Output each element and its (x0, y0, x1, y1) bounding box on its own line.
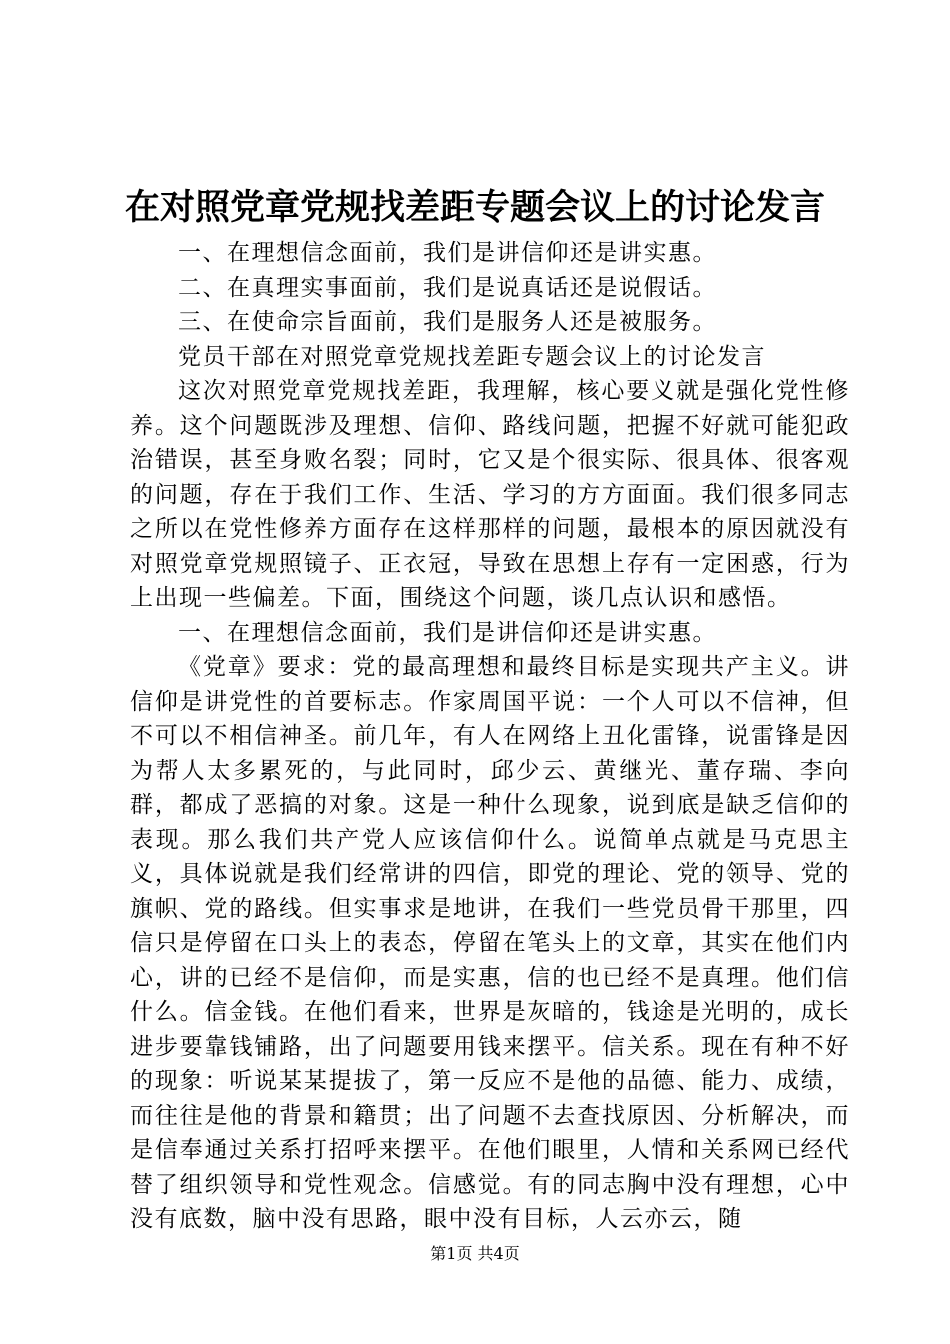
page-footer: 第1页 共4页 (430, 1244, 520, 1263)
paragraph: 党员干部在对照党章党规找差距专题会议上的讨论发言 (178, 343, 766, 370)
document-title: 在对照党章党规找差距专题会议上的讨论发言 (124, 187, 825, 228)
paragraph: 一、在理想信念面前，我们是讲信仰还是讲实惠。 (178, 619, 717, 646)
paragraph: 二、在真理实事面前，我们是说真话还是说假话。 (178, 274, 717, 301)
document-body (130, 236, 850, 1237)
paragraph: 三、在使命宗旨面前，我们是服务人还是被服务。 (178, 309, 717, 335)
paragraph: 《党章》要求：党的最高理想和最终目标是实现共产主义。讲信仰是讲党性的首要标志。作家周国平说：一个人可以不信神，但不可以不相信神圣。前几年，有人在网络上丑化雷锋，说雷锋是因为帮人太多累死的，与此同时，邱少云、黄继光、董存瑞、李向群，都成了恶搞的对象。这是一种什么现象，说到底是缺乏信仰的表现。那么我们共产党人应该信仰什么。说简单点就是马克思主义，具体说就是我们经常讲的四信，即党的理论、党的领导、党的旗帜、党的路线。但实事求是地讲，在我们一些党员骨干那里，四信只是停留在口头上的表态，停留在笔头上的文章，其实在他们内心，讲的已经不是信仰，而是实惠，信的也已经不是真理。他们信什么。信金钱。在他们看来，世界是灰暗的，钱途是光明的，成长进步要靠钱铺路，出了问题要用钱来摆平。信关系。现在有种不好的现象：听说某某提拔了，第一反应不是他的品德、能力、成绩，而往往是他的背景和籍贯；出了问题不去查找原因、分析解决，而是信奉通过关系打招呼来摆平。在他们眼里，人情和关系网已经代替了组织领导和党性观念。信感觉。有的同志胸中没有理想，心中没有底数，脑中没有思路，眼中没有目标，人云亦云，随 (130, 654, 850, 1232)
paragraph: 一、在理想信念面前，我们是讲信仰还是讲实惠。 (178, 240, 717, 266)
paragraph: 这次对照党章党规找差距，我理解，核心要义就是强化党性修养。这个问题既涉及理想、信仰、路线问题，把握不好就可能犯政治错误，甚至身败名裂；同时，它又是个很实际、很具体、很客观的问题，存在于我们工作、生活、学习的方方面面。我们很多同志之所以在党性修养方面存在这样那样的问题，最根本的原因就没有对照党章党规照镜子、正衣冠，导致在思想上存有一定困惑，行为上出现一些偏差。下面，围绕这个问题，谈几点认识和感悟。 (130, 378, 850, 611)
